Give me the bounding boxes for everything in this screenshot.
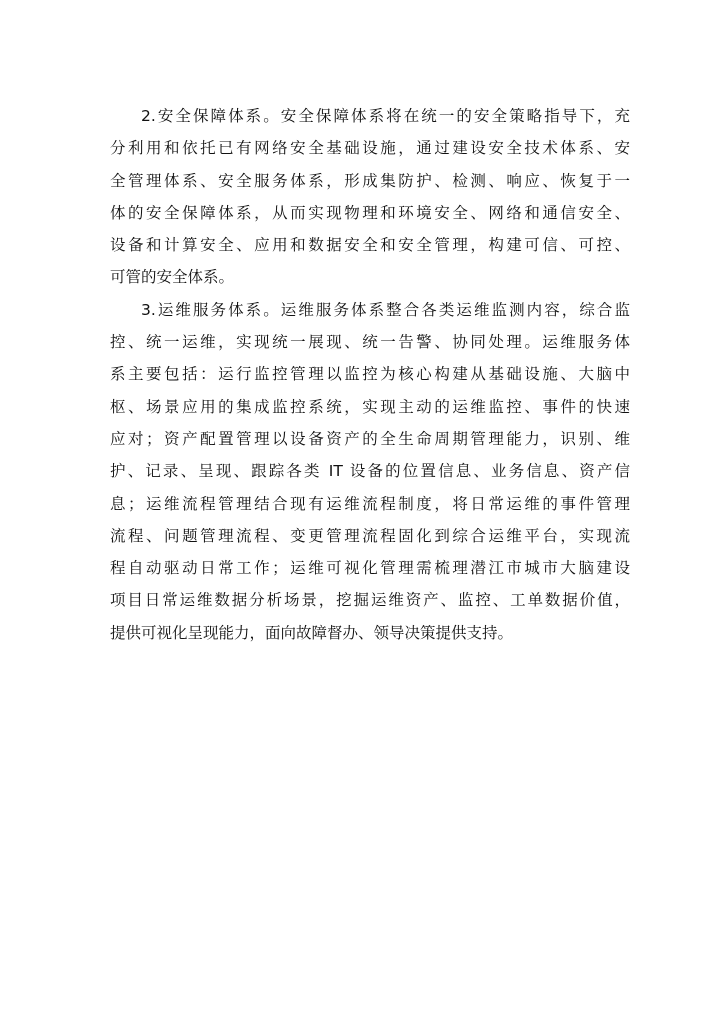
paragraph-security-system: [110, 100, 630, 294]
text-line: 3.运维服务体系。运维服务体系整合各类运维监测内容，综合监: [141, 300, 630, 319]
text-line: 程自动驱动日常工作；运维可视化管理需梳理潜江市城市大脑建设: [110, 559, 630, 578]
text-line: 提供可视化呈现能力，面向故障督办、领导决策提供支持。: [110, 623, 514, 642]
text-line: 控、统一运维，实现统一展现、统一告警、协同处理。运维服务体: [110, 333, 630, 352]
text-line: 护、记录、呈现、跟踪各类 IT 设备的位置信息、业务信息、资产信: [110, 462, 630, 481]
text-line: 流程、问题管理流程、变更管理流程固化到综合运维平台，实现流: [110, 526, 630, 545]
text-line: 设备和计算安全、应用和数据安全和安全管理，构建可信、可控、: [110, 236, 630, 255]
text-line: 项目日常运维数据分析场景，挖掘运维资产、监控、工单数据价值，: [110, 591, 630, 610]
text-line: 全管理体系、安全服务体系，形成集防护、检测、响应、恢复于一: [110, 171, 630, 190]
text-line: 枢、场景应用的集成监控系统，实现主动的运维监控、事件的快速: [110, 397, 630, 416]
document-body: [110, 100, 630, 649]
text-line: 分利用和依托已有网络安全基础设施，通过建设安全技术体系、安: [110, 139, 630, 158]
text-line: 息；运维流程管理结合现有运维流程制度，将日常运维的事件管理: [110, 494, 630, 513]
text-line: 可管的安全体系。: [110, 268, 235, 287]
text-line: 体的安全保障体系，从而实现物理和环境安全、网络和通信安全、: [110, 203, 630, 222]
text-line: 系主要包括：运行监控管理以监控为核心构建从基础设施、大脑中: [110, 365, 630, 384]
text-line: 应对；资产配置管理以设备资产的全生命周期管理能力，识别、维: [110, 429, 630, 448]
text-line: 2.安全保障体系。安全保障体系将在统一的安全策略指导下，充: [141, 107, 630, 125]
paragraph-ops-service-system: [110, 294, 630, 649]
